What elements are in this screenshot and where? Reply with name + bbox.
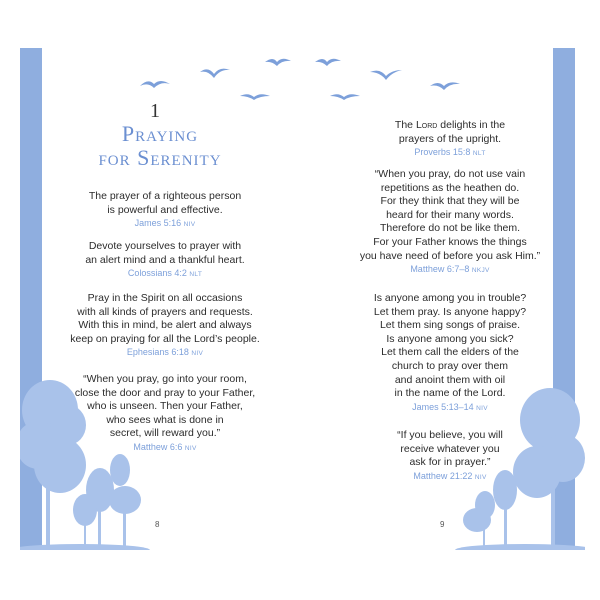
verse-line: Let them call the elders of the xyxy=(381,346,519,359)
chapter-title-line-2: for Serenity xyxy=(98,145,222,170)
verse-block xyxy=(345,119,555,160)
tree-illustration-right xyxy=(455,380,585,550)
verse-block xyxy=(60,240,270,281)
verse-line: secret, will reward you.” xyxy=(109,427,221,440)
verse-reference: James 5:16 NIV xyxy=(134,218,196,229)
verse-line: repetitions as the heathen do. xyxy=(380,181,520,194)
verse-line: “If you believe, you will xyxy=(397,429,503,441)
birds-illustration xyxy=(0,0,600,110)
chapter-number: 1 xyxy=(150,100,160,122)
chapter-title xyxy=(80,122,240,170)
verse-block xyxy=(70,190,260,231)
bird-icon xyxy=(140,81,170,88)
verse-reference: Ephesians 6:18 NIV xyxy=(126,347,204,358)
bird-icon xyxy=(240,94,270,100)
verse-reference: Matthew 6:6 NIV xyxy=(133,441,197,452)
verse-line: Is anyone among you sick? xyxy=(386,332,514,345)
verse-line: Let them sing songs of praise. xyxy=(379,319,521,332)
verse-block xyxy=(58,292,272,360)
verse-line: heard for their many words. xyxy=(386,208,514,221)
verse-line: “When you pray, go into your room, xyxy=(83,373,247,385)
verse-reference: Proverbs 15:8 NLT xyxy=(414,147,486,158)
verse-reference: Matthew 21:22 NIV xyxy=(413,470,487,481)
bird-icon xyxy=(315,59,341,66)
verse-line: in the name of the Lord. xyxy=(394,387,506,400)
verse-line: Pray in the Spirit on all occasions xyxy=(87,292,243,304)
verse-line: an alert mind and a thankful heart. xyxy=(85,253,245,266)
verse-line: Therefore do not be like them. xyxy=(379,222,521,235)
bird-icon xyxy=(265,59,291,66)
verse-line: Is anyone among you in trouble? xyxy=(373,292,527,304)
bird-icon xyxy=(370,70,402,80)
verse-line: ask for in prayer.” xyxy=(409,456,491,469)
verse-line: receive whatever you xyxy=(400,442,500,455)
verse-block xyxy=(345,168,555,277)
verse-line: With this in mind, be alert and always xyxy=(78,319,252,332)
verse-line: keep on praying for all the Lord’s people. xyxy=(70,332,260,345)
verse-line: who sees what is done in xyxy=(106,413,224,426)
verse-reference: Colossians 4:2 NLT xyxy=(127,268,203,279)
verse-reference: Matthew 6:7–8 NKJV xyxy=(410,264,490,275)
verse-line: The Lord delights in the xyxy=(394,119,506,131)
page-number-left: 8 xyxy=(155,520,160,529)
bird-icon xyxy=(200,69,230,78)
verse-line: For they think that they will be xyxy=(380,195,520,208)
verse-line: For your Father knows the things xyxy=(373,235,527,248)
bird-icon xyxy=(430,82,460,90)
verse-line: “When you pray, do not use vain xyxy=(374,168,526,180)
verse-line: prayers of the upright. xyxy=(398,132,502,145)
verse-line: you have need of before you ask Him.” xyxy=(359,249,541,262)
verse-line: and anoint them with oil xyxy=(394,373,506,386)
chapter-title-line-1: Praying xyxy=(121,121,199,146)
verse-line: with all kinds of prayers and requests. xyxy=(77,305,253,318)
verse-line: Let them pray. Is anyone happy? xyxy=(373,305,527,318)
verse-line: who is unseen. Then your Father, xyxy=(87,400,243,413)
page-number-right: 9 xyxy=(440,520,445,529)
verse-line: is powerful and effective. xyxy=(107,203,223,216)
verse-reference: James 5:13–14 NIV xyxy=(412,401,488,412)
verse-line: close the door and pray to your Father, xyxy=(74,386,256,399)
verse-line: The prayer of a righteous person xyxy=(88,190,242,202)
tree-illustration-left xyxy=(20,370,150,550)
verse-line: Devote yourselves to prayer with xyxy=(88,240,242,252)
bird-icon xyxy=(330,94,360,100)
verse-line: church to pray over them xyxy=(391,359,509,372)
